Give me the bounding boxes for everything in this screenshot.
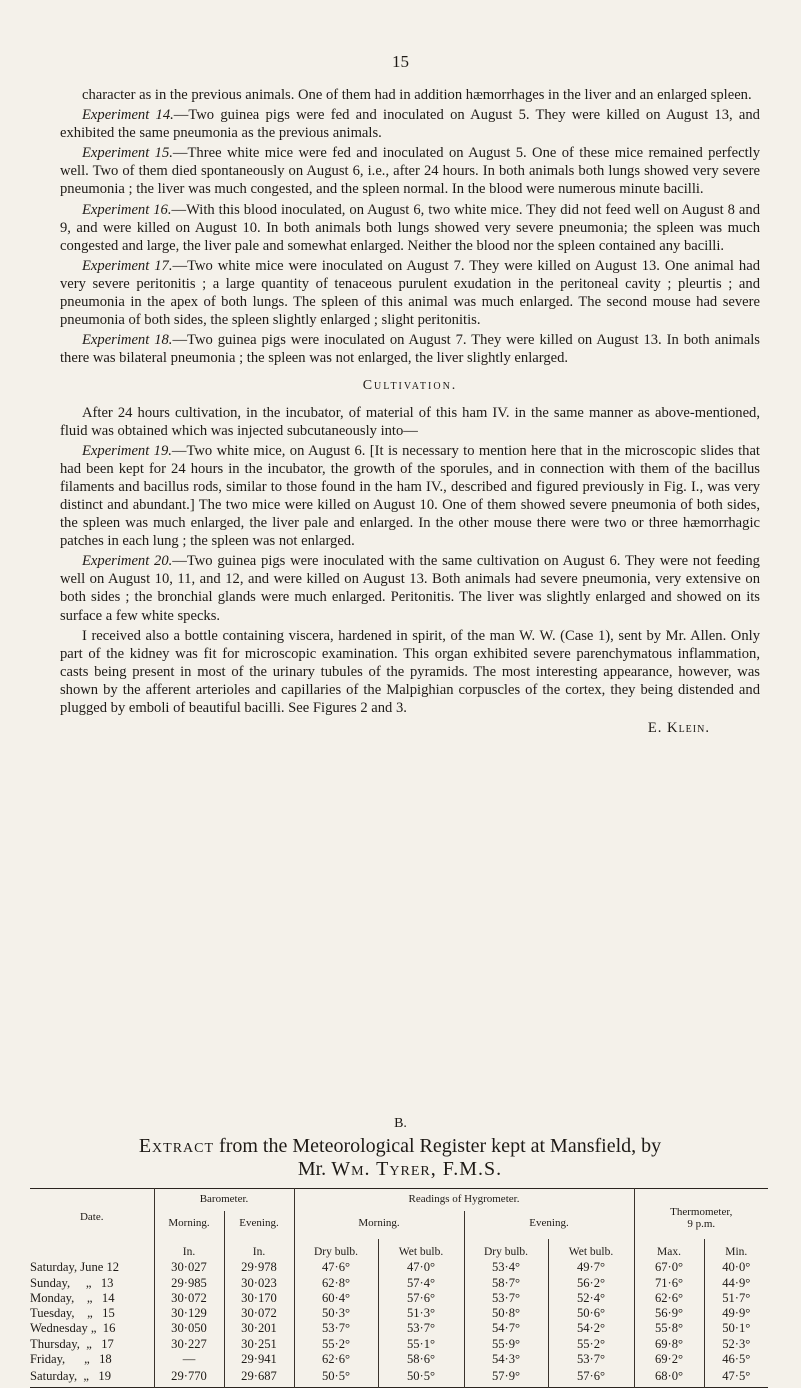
paragraph <box>60 106 760 142</box>
value-cell-min: 47·5° <box>704 1367 768 1387</box>
paragraph <box>60 86 760 104</box>
paragraph-text: —With this blood inoculated, on August 6, two white mice. They did not feed well on August 8 and 9, and were killed on August 10. In both animals both lungs showed very severe pneumonia; the spleen was much congested and large, the liver pale and somewhat enlarged. Neither the blood nor the spleen contained any bacilli. <box>60 201 760 254</box>
paragraph <box>60 442 760 551</box>
header-date: Date. <box>79 1211 104 1223</box>
value-cell-max: 69·8° <box>634 1337 704 1352</box>
date-cell: Saturday, „ 19 <box>30 1369 112 1384</box>
date-cell: Thursday, „ 17 <box>30 1336 114 1351</box>
date-cell: Saturday, June 12 <box>30 1260 120 1275</box>
value-cell-ed: 55·9° <box>464 1337 548 1352</box>
unit-label: In. <box>154 1239 224 1260</box>
table-row <box>30 1352 768 1367</box>
value-cell-ed: 53·4° <box>464 1260 548 1275</box>
table-row <box>30 1367 768 1387</box>
unit-label: Dry bulb. <box>464 1239 548 1260</box>
value-cell-ed: 53·7° <box>464 1291 548 1306</box>
value-cell-be: 30·201 <box>224 1321 294 1336</box>
value-cell-min: 50·1° <box>704 1321 768 1336</box>
paragraph-text: —Two guinea pigs were fed and inoculated on August 5. They were killed on August 13, and exhibited the same pneumonia as the previous animals. <box>60 107 760 142</box>
value-cell-mw: 53·7° <box>378 1321 464 1336</box>
appendix-title-line2-prefix: Mr. <box>297 1158 332 1180</box>
value-cell-max: 69·2° <box>634 1352 704 1367</box>
paragraph-text: —Two guinea pigs were inoculated on August 7. They were killed on August 13. In both animals there was bilateral pneumonia ; the spleen was not enlarged, the liver slightly enlarged. <box>60 332 760 367</box>
value-cell-ed: 57·9° <box>464 1367 548 1387</box>
units-row <box>30 1239 768 1260</box>
value-cell-min: 46·5° <box>704 1352 768 1367</box>
cultivation-paragraphs <box>60 404 760 718</box>
paragraph <box>60 331 760 367</box>
date-cell: Sunday, „ 13 <box>30 1275 114 1290</box>
appendix-title <box>40 1135 760 1181</box>
experiment-label: Experiment 15. <box>82 145 173 162</box>
header-bar-morning: Morning. <box>154 1211 224 1239</box>
paragraph-text: I received also a bottle containing viscera, hardened in spirit, of the man W. W. (Case 1), sent by Mr. Allen. Only part of the kidney was fit for microscopic examination. This organ exhibited severe parenchymatous inflammation, casts being present in most of the urinary tubules of the pyramids. The most interesting appearance, however, was shown by the afferent arterioles and capillaries of the Malpighian corpuscles of the cortex, they being distended and plugged by emboli of beautiful bacilli. See Figures 2 and 3. <box>60 627 760 716</box>
appendix-title-author: Wm. Tyrer, F.M.S. <box>331 1158 503 1180</box>
experiment-paragraphs <box>60 86 760 367</box>
value-cell-mw: 58·6° <box>378 1352 464 1367</box>
value-cell-ew: 57·6° <box>548 1367 634 1387</box>
header-barometer: Barometer. <box>154 1189 294 1212</box>
units-blank <box>30 1239 154 1260</box>
paragraph-text: —Two guinea pigs were inoculated with the same cultivation on August 6. They were not feeding well on August 10, 11, and 12, and were killed on August 13. Both animals had severe pneumonia, very extensive on both sides ; the bronchial glands were much enlarged. Peritonitis. The liver was slightly enlarged and showed on its surface a few white specks. <box>60 553 760 624</box>
value-cell-mw: 57·6° <box>378 1291 464 1306</box>
value-cell-min: 52·3° <box>704 1337 768 1352</box>
value-cell-bm: 29·985 <box>154 1276 224 1291</box>
header-thermometer <box>634 1189 768 1240</box>
value-cell-ew: 56·2° <box>548 1276 634 1291</box>
appendix-letter: B. <box>394 1116 407 1131</box>
unit-label: Dry bulb. <box>294 1239 378 1260</box>
value-cell-ed: 50·8° <box>464 1306 548 1321</box>
value-cell-max: 68·0° <box>634 1367 704 1387</box>
value-cell-md: 53·7° <box>294 1321 378 1336</box>
signature: E. Klein. <box>647 720 710 737</box>
value-cell-be: 30·072 <box>224 1306 294 1321</box>
table-body <box>30 1239 768 1387</box>
appendix-title-rest: from the Meteorological Register kept at Mansfield, by <box>214 1135 662 1157</box>
value-cell-ew: 50·6° <box>548 1306 634 1321</box>
value-cell-md: 50·3° <box>294 1306 378 1321</box>
value-cell-md: 62·6° <box>294 1352 378 1367</box>
paragraph-text: —Three white mice were fed and inoculated on August 5. One of these mice remained perfectly well. Two of them died spontaneously on August 6, i.e., after 24 hours. In both animals both lungs showed very severe pneumonia ; the liver was much congested, and the spleen normal. In the blood were numerous minute bacilli. <box>60 145 760 198</box>
date-cell: Monday, „ 14 <box>30 1290 115 1305</box>
value-cell-mw: 55·1° <box>378 1337 464 1352</box>
value-cell-bm: 29·770 <box>154 1367 224 1387</box>
header-thermometer-time: 9 p.m. <box>687 1218 716 1230</box>
experiment-label: Experiment 16. <box>82 201 172 218</box>
date-cell: Wednesday „ 16 <box>30 1321 116 1336</box>
value-cell-md: 60·4° <box>294 1291 378 1306</box>
value-cell-bm: 30·027 <box>154 1260 224 1275</box>
date-cell: Tuesday, „ 15 <box>30 1306 115 1321</box>
appendix-title-prefix: Extract <box>138 1135 215 1157</box>
value-cell-max: 71·6° <box>634 1276 704 1291</box>
header-bar-evening: Evening. <box>224 1211 294 1239</box>
value-cell-bm: 30·072 <box>154 1291 224 1306</box>
value-cell-bm: 30·227 <box>154 1337 224 1352</box>
value-cell-md: 47·6° <box>294 1260 378 1275</box>
value-cell-min: 51·7° <box>704 1291 768 1306</box>
table-row <box>30 1337 768 1352</box>
table-row <box>30 1321 768 1336</box>
paragraph <box>60 404 760 440</box>
experiment-label: Experiment 17. <box>82 257 173 274</box>
value-cell-max: 67·0° <box>634 1260 704 1275</box>
paragraph <box>60 552 760 624</box>
meteorological-table-wrap <box>30 1188 768 1388</box>
value-cell-ed: 58·7° <box>464 1276 548 1291</box>
value-cell-mw: 51·3° <box>378 1306 464 1321</box>
value-cell-be: 29·941 <box>224 1352 294 1367</box>
value-cell-ew: 53·7° <box>548 1352 634 1367</box>
cultivation-heading: Cultivation. <box>362 378 458 394</box>
meteorological-table <box>30 1188 768 1388</box>
value-cell-max: 56·9° <box>634 1306 704 1321</box>
unit-label: In. <box>224 1239 294 1260</box>
value-cell-md: 50·5° <box>294 1367 378 1387</box>
header-hygrometer: Readings of Hygrometer. <box>294 1189 634 1212</box>
experiment-label: Experiment 18. <box>82 332 173 349</box>
value-cell-mw: 50·5° <box>378 1367 464 1387</box>
paragraph <box>60 144 760 198</box>
unit-label: Min. <box>704 1239 768 1260</box>
paragraph <box>60 627 760 717</box>
header-hyg-morning: Morning. <box>294 1211 464 1239</box>
experiment-label: Experiment 14. <box>82 107 174 124</box>
value-cell-bm: — <box>154 1352 224 1367</box>
table-row <box>30 1306 768 1321</box>
unit-label: Wet bulb. <box>548 1239 634 1260</box>
value-cell-max: 55·8° <box>634 1321 704 1336</box>
value-cell-bm: 30·129 <box>154 1306 224 1321</box>
paragraph-text: —Two white mice, on August 6. [It is necessary to mention here that in the microscopic slides that had been kept for 24 hours in the incubator, the growth of the sporules, and in connection with them of the bacillus filaments and bacillus rods, similar to those found in the ham IV., described and figured previously in Fig. I., was very distinct and abundant.] The two mice were killed on August 10. One of them showed severe pneumonia of both sides, the spleen was much enlarged, the liver pale and enlarged. In the other mouse there were two or three hæmorrhagic patches in each lung ; the spleen was not enlarged. <box>60 442 760 550</box>
header-thermometer-label: Thermometer, <box>670 1206 733 1218</box>
experiment-label: Experiment 19. <box>82 442 172 459</box>
paragraph-text: —Two white mice were inoculated on August 7. They were killed on August 13. One animal had very severe peritonitis ; a large quantity of tenaceous purulent exudation in the peritoneal cavity ; pleurtis ; and pneumonia in the apex of both lungs. The spleen of this animal was much enlarged. The second mouse had severe pneumonia of both sides, the spleen slightly enlarged ; slight peritonitis. <box>60 257 760 329</box>
value-cell-be: 30·251 <box>224 1337 294 1352</box>
paragraph <box>60 257 760 329</box>
table-row <box>30 1260 768 1275</box>
value-cell-be: 30·023 <box>224 1276 294 1291</box>
unit-label: Wet bulb. <box>378 1239 464 1260</box>
unit-label: Max. <box>634 1239 704 1260</box>
value-cell-ew: 52·4° <box>548 1291 634 1306</box>
table-row <box>30 1276 768 1291</box>
value-cell-bm: 30·050 <box>154 1321 224 1336</box>
value-cell-ed: 54·7° <box>464 1321 548 1336</box>
paragraph <box>60 201 760 255</box>
table-row <box>30 1291 768 1306</box>
value-cell-mw: 57·4° <box>378 1276 464 1291</box>
paragraph-text: character as in the previous animals. One of them had in addition hæmorrhages in the liver and an enlarged spleen. <box>82 87 752 103</box>
value-cell-ew: 55·2° <box>548 1337 634 1352</box>
experiment-label: Experiment 20. <box>82 553 173 570</box>
header-hyg-evening: Evening. <box>464 1211 634 1239</box>
value-cell-be: 29·978 <box>224 1260 294 1275</box>
date-cell: Friday, „ 18 <box>30 1352 112 1367</box>
value-cell-max: 62·6° <box>634 1291 704 1306</box>
value-cell-ew: 54·2° <box>548 1321 634 1336</box>
value-cell-be: 29·687 <box>224 1367 294 1387</box>
value-cell-ed: 54·3° <box>464 1352 548 1367</box>
paragraph-text: After 24 hours cultivation, in the incubator, of material of this ham IV. in the same manner as above-mentioned, fluid was obtained which was injected subcutaneously into— <box>60 404 760 439</box>
value-cell-ew: 49·7° <box>548 1260 634 1275</box>
value-cell-md: 55·2° <box>294 1337 378 1352</box>
value-cell-min: 49·9° <box>704 1306 768 1321</box>
value-cell-min: 40·0° <box>704 1260 768 1275</box>
value-cell-be: 30·170 <box>224 1291 294 1306</box>
value-cell-md: 62·8° <box>294 1276 378 1291</box>
page-number: 15 <box>392 52 409 71</box>
body-text <box>60 86 760 737</box>
value-cell-min: 44·9° <box>704 1276 768 1291</box>
value-cell-mw: 47·0° <box>378 1260 464 1275</box>
